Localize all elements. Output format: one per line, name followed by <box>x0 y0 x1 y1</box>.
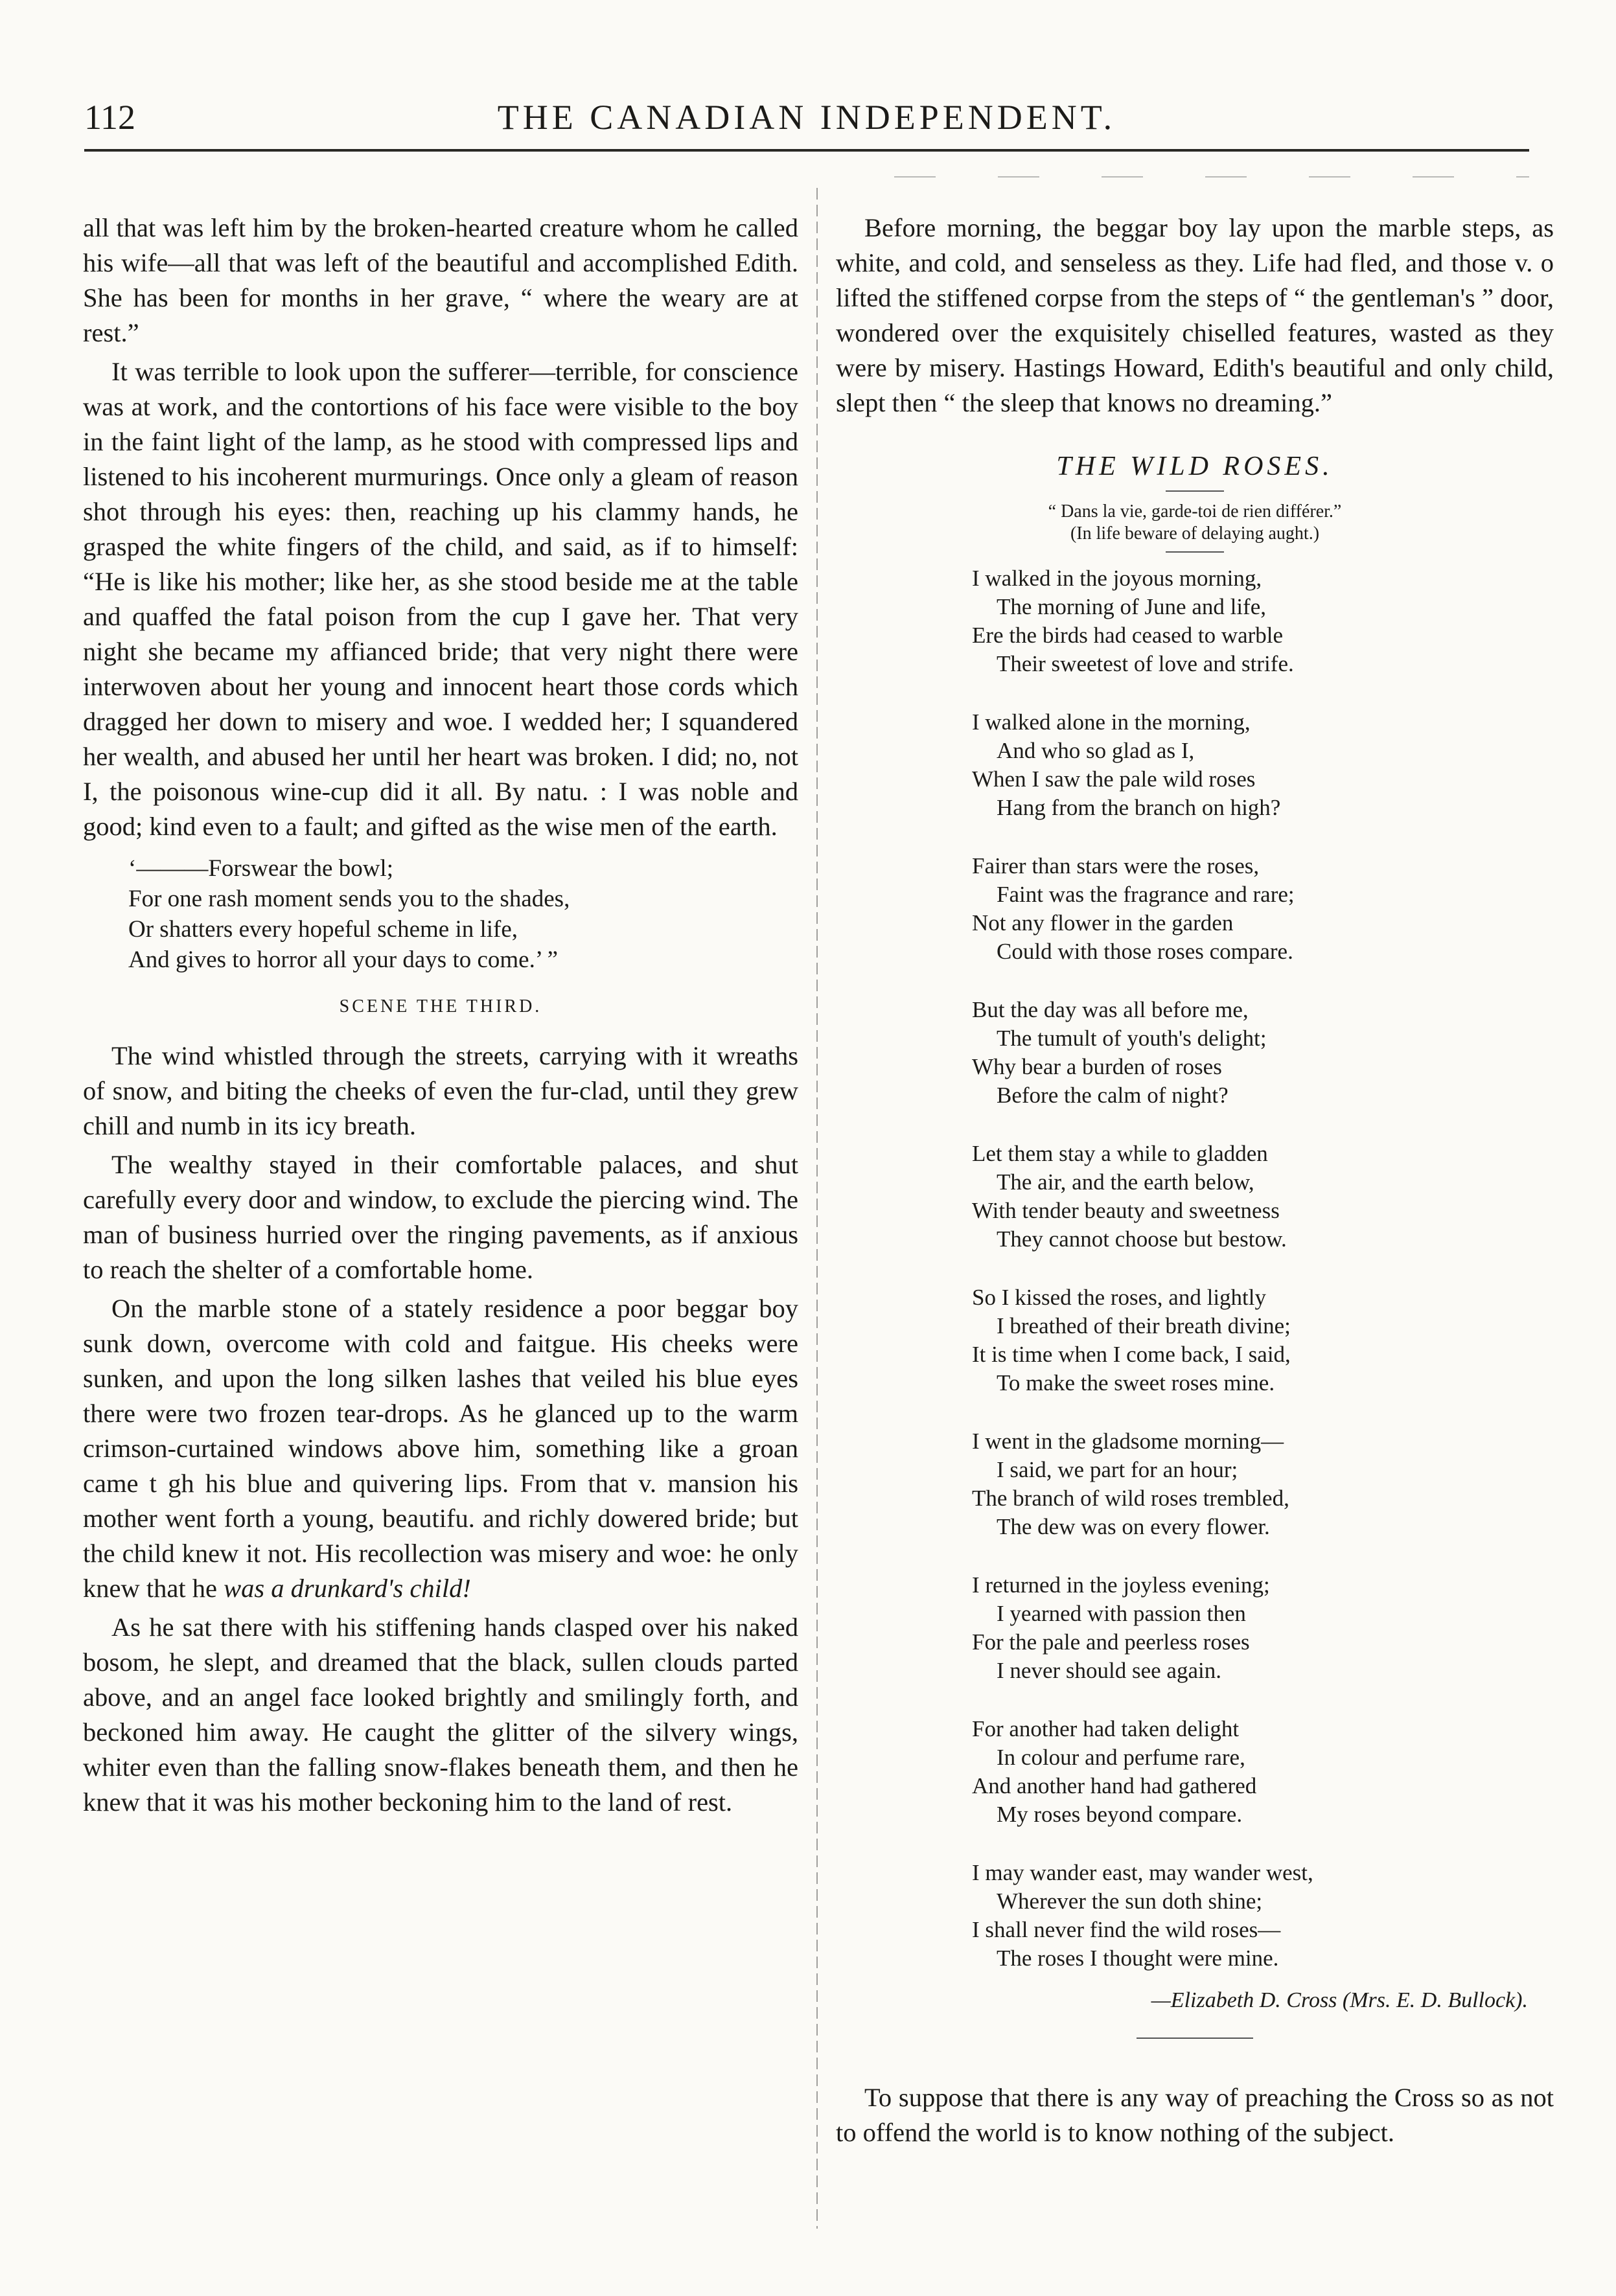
poem-line: To make the sweet roses mine. <box>997 1370 1275 1395</box>
poem-line: I never should see again. <box>997 1658 1221 1683</box>
poem-line: I may wander east, may wander west, <box>972 1860 1313 1885</box>
left-paragraph-2: It was terrible to look upon the sufferer—terrible, for conscience was at work, and the contortions of his face were visible to the boy in the faint light of the lamp, as he stood with compressed lips and listened to his incoherent murmurings. Once only a gleam of reason shot through his eyes: then, reaching up his clammy hands, he grasped the white fingers of the child, and said, as if to himself: “He is like his mother; like her, as she stood beside me at the table and quaffed the fatal poison from the cup I gave her. That very night she became my affianced bride; that very night there were interwoven about her young and innocent heart those cords which dragged her down to misery and woe. I wedded her; I squandered her wealth, and abused her until her heart was broken. I did; no, not I, the poisonous wine-cup did it all. By natu. : I was noble and good; kind even to a fault; and gifted as the wise men of the earth. <box>83 357 798 841</box>
poem-body <box>972 564 1554 1973</box>
quote-line: And gives to horror all your days to come.’ ” <box>128 947 559 973</box>
poem-attribution: —Elizabeth D. Cross (Mrs. E. D. Bullock). <box>1151 1988 1528 2012</box>
poem-line: Before the calm of night? <box>997 1083 1229 1108</box>
poem-line: Wherever the sun doth shine; <box>997 1888 1263 1914</box>
left-column <box>83 211 798 1820</box>
title-rule <box>1166 490 1224 492</box>
stanza <box>972 1283 1554 1397</box>
poem-line: So I kissed the roses, and lightly <box>972 1285 1266 1310</box>
poem-epigraph <box>836 501 1554 545</box>
stanza <box>972 1859 1554 1973</box>
poem-title: THE WILD ROSES. <box>1056 452 1333 481</box>
stanza <box>972 996 1554 1110</box>
poem-line: And another hand had gathered <box>972 1773 1257 1798</box>
poem-line: Let them stay a while to gladden <box>972 1141 1268 1166</box>
right-column <box>836 211 1554 2150</box>
poem-line: Faint was the fragrance and rare; <box>997 882 1295 907</box>
poem-line: And who so glad as I, <box>997 738 1195 763</box>
poem-line: When I saw the pale wild roses <box>972 766 1256 792</box>
stanza <box>972 1715 1554 1829</box>
poem-line: I walked alone in the morning, <box>972 709 1251 735</box>
quote-line: ‘———Forswear the bowl; <box>128 855 393 882</box>
poem-line: Not any flower in the garden <box>972 910 1234 936</box>
poem-line: I returned in the joyless evening; <box>972 1572 1270 1598</box>
page-header <box>84 97 1529 152</box>
poem-line: In colour and perfume rare, <box>997 1745 1245 1770</box>
left-paragraph-3: The wind whistled through the streets, carrying with it wreaths of snow, and biting the cheeks of even the fur-clad, until they grew chill and numb in its icy breath. <box>83 1041 798 1140</box>
poem-line: The dew was on every flower. <box>997 1514 1270 1539</box>
epigraph-rule <box>1166 551 1224 553</box>
poem-end-rule <box>1137 2038 1253 2039</box>
quote-line: For one rash moment sends you to the shades, <box>128 886 570 912</box>
decorative-dashes <box>894 176 1529 178</box>
epigraph-line: “ Dans la vie, garde-toi de rien différer.” <box>1048 501 1342 522</box>
left-paragraph-1: all that was left him by the broken-hearted creature whom he called his wife—all that was left of the beautiful and accomplished Edith. She has been for months in her grave, “ where the weary are at rest.” <box>83 213 798 347</box>
poem-line: Ere the birds had ceased to warble <box>972 623 1284 648</box>
poem-line: The roses I thought were mine. <box>997 1946 1279 1971</box>
journal-title: THE CANADIAN INDEPENDENT. <box>497 98 1116 137</box>
poem-line: I shall never find the wild roses— <box>972 1917 1281 1942</box>
right-paragraph-1: Before morning, the beggar boy lay upon the marble steps, as white, and cold, and senseless as they. Life had fled, and those v. o lifted the stiffened corpse from the steps of “ the gentleman's ” door, wondered over the exquisitely chiselled features, wasted as they were by misery. Hastings Howard, Edith's beautiful and only child, slept then “ the sleep that knows no dreaming.” <box>836 213 1554 417</box>
poem-line: Could with those roses compare. <box>997 939 1293 964</box>
poem-line: They cannot choose but bestow. <box>997 1226 1287 1252</box>
poem-line: The air, and the earth below, <box>997 1169 1254 1195</box>
poem-line: I walked in the joyous morning, <box>972 566 1262 591</box>
poem-line: It is time when I come back, I said, <box>972 1342 1291 1367</box>
quote-line: Or shatters every hopeful scheme in life, <box>128 916 518 943</box>
poem-line: Why bear a burden of roses <box>972 1054 1222 1079</box>
poem-line: My roses beyond compare. <box>997 1802 1243 1827</box>
poem-line: Fairer than stars were the roses, <box>972 853 1260 878</box>
stanza <box>972 852 1554 966</box>
epigraph-line: (In life beware of delaying aught.) <box>1070 523 1320 544</box>
poem-line: With tender beauty and sweetness <box>972 1198 1280 1223</box>
poem-line: The morning of June and life, <box>997 594 1267 619</box>
poem-line: The branch of wild roses trembled, <box>972 1486 1289 1511</box>
poem-line: For another had taken delight <box>972 1716 1240 1741</box>
column-divider <box>816 188 818 2229</box>
poem-line: Hang from the branch on high? <box>997 795 1281 820</box>
poem-line: I went in the gladsome morning— <box>972 1429 1284 1454</box>
stanza <box>972 564 1554 678</box>
verse-quote <box>128 853 798 975</box>
scene-heading: SCENE THE THIRD. <box>339 996 542 1016</box>
left-paragraph-4: The wealthy stayed in their comfortable palaces, and shut carefully every door and window, to exclude the piercing wind. The man of business hurried over the ringing pavements, as if anxious to reach the shelter of a comfortable home. <box>83 1150 798 1284</box>
poem-line: Their sweetest of love and strife. <box>997 651 1294 676</box>
closing-paragraph: To suppose that there is any way of preaching the Cross so as not to offend the world is to know nothing of the subject. <box>836 2083 1554 2147</box>
italic-phrase: was a drunkard's child! <box>224 1574 471 1603</box>
stanza <box>972 708 1554 822</box>
left-paragraph-5 <box>83 1291 798 1606</box>
stanza <box>972 1571 1554 1685</box>
stanza <box>972 1427 1554 1541</box>
left-paragraph-6: As he sat there with his stiffening hands clasped over his naked bosom, he slept, and dreamed that the black, sullen clouds parted above, and an angel face looked brightly and smilingly forth, and beckoned him away. He caught the glitter of the silvery wings, whiter even than the falling snow-flakes beneath them, and then he knew that it was his mother beckoning him to the land of rest. <box>83 1613 798 1817</box>
poem-line: The tumult of youth's delight; <box>997 1026 1267 1051</box>
poem-line: For the pale and peerless roses <box>972 1629 1250 1655</box>
stanza <box>972 1140 1554 1254</box>
poem-line: But the day was all before me, <box>972 997 1249 1022</box>
page-number: 112 <box>84 98 135 137</box>
poem-line: I breathed of their breath divine; <box>997 1313 1291 1338</box>
poem-line: I said, we part for an hour; <box>997 1457 1238 1482</box>
paragraph-text: On the marble stone of a stately residence a poor beggar boy sunk down, overcome with cold and faitgue. His cheeks were sunken, and upon the long silken lashes that veiled his blue eyes there were two frozen tear-drops. As he glanced up to the warm crimson-curtained windows above him, something like a groan came t gh his blue and quivering lips. From that v. mansion his mother went forth a young, beautifu. and richly dowered bride; but the child knew it not. His recollection was misery and woe: he only knew that he <box>83 1294 798 1603</box>
poem-line: I yearned with passion then <box>997 1601 1246 1626</box>
